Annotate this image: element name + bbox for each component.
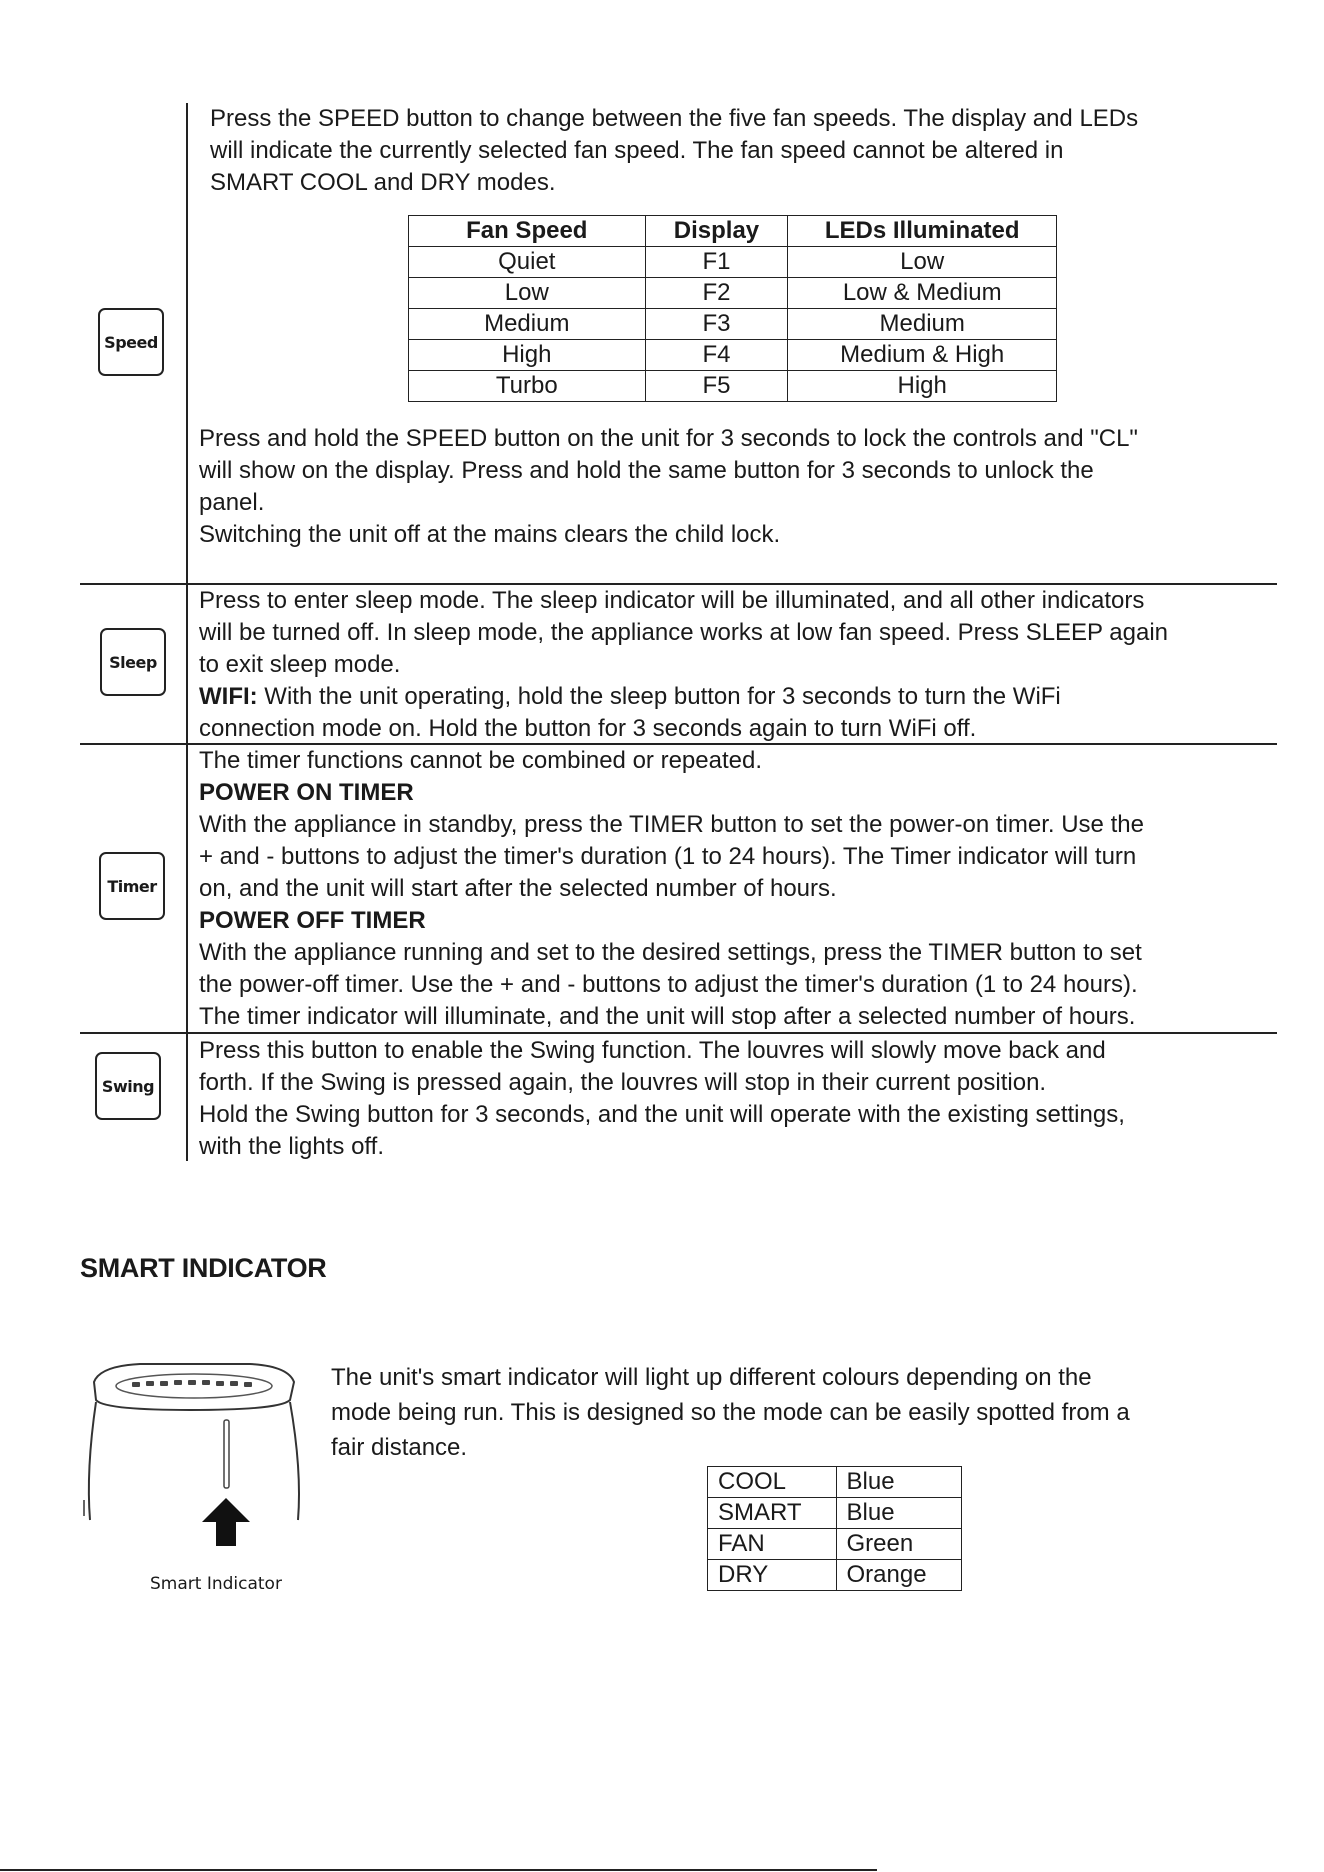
fan-speed-table [408, 215, 1057, 402]
section-heading: SMART INDICATOR [80, 1253, 327, 1283]
cell-display: F4 [645, 340, 788, 371]
dehumidifier-illustration [80, 1360, 305, 1550]
swing-text: Press this button to enable the Swing function. The louvres will slowly move back and forth. If the Swing is pressed again, the louvres will stop in their current position. Hold the Swing button for 3 seconds, and the unit will operate with the existing settings, with the lights off. [199, 1037, 1125, 1160]
table-row [409, 340, 1057, 371]
cell-display: F3 [645, 309, 788, 340]
cell-mode: FAN [708, 1529, 837, 1560]
cell-colour: Blue [836, 1467, 962, 1498]
swing-button-icon: Swing [95, 1052, 161, 1120]
table-row [409, 278, 1057, 309]
speed-lock-text: Press and hold the SPEED button on the unit for 3 seconds to lock the controls and "CL" will show on the display. Press and hold the same button for 3 seconds to unlock the panel. Switching the unit off at the mains clears the child lock. [199, 425, 1138, 548]
table-row [708, 1529, 962, 1560]
cell-leds: High [788, 371, 1057, 402]
cell-colour: Green [836, 1529, 962, 1560]
table-row [409, 247, 1057, 278]
smart-indicator-caption: Smart Indicator [150, 1574, 282, 1594]
speed-button-icon: Speed [98, 308, 164, 376]
timer-button-icon: Timer [99, 852, 165, 920]
header-leds: LEDs Illuminated [788, 216, 1057, 247]
table-row [708, 1560, 962, 1591]
cell-speed: Medium [409, 309, 646, 340]
cell-speed: Turbo [409, 371, 646, 402]
table-header-row [409, 216, 1057, 247]
table-row [409, 371, 1057, 402]
cell-colour: Orange [836, 1560, 962, 1591]
footer-rule [0, 1869, 877, 1871]
cell-leds: Low [788, 247, 1057, 278]
smart-indicator-text: The unit's smart indicator will light up different colours depending on the mode being run. This is designed so the mode can be easily spotted from a fair distance. [331, 1364, 1130, 1461]
cell-display: F5 [645, 371, 788, 402]
sleep-button-icon: Sleep [100, 628, 166, 696]
table-row [708, 1498, 962, 1529]
table-row [409, 309, 1057, 340]
table-row [708, 1467, 962, 1498]
cell-display: F2 [645, 278, 788, 309]
cell-mode: COOL [708, 1467, 837, 1498]
header-fan-speed: Fan Speed [409, 216, 646, 247]
cell-speed: Low [409, 278, 646, 309]
wifi-label: WIFI: [199, 683, 258, 710]
cell-leds: Medium [788, 309, 1057, 340]
cell-mode: SMART [708, 1498, 837, 1529]
cell-display: F1 [645, 247, 788, 278]
cell-leds: Medium & High [788, 340, 1057, 371]
power-off-timer-heading: POWER OFF TIMER [199, 907, 426, 934]
sleep-text: Press to enter sleep mode. The sleep indicator will be illuminated, and all other indicators will be turned off. In sleep mode, the appliance works at low fan speed. Press SLEEP again to exit sleep mode. WIFI: With the unit operating, hold the sleep button for 3 seconds to turn the WiFi connection mode on. Hold the button for 3 seconds again to turn WiFi off. [199, 587, 1169, 742]
cell-mode: DRY [708, 1560, 837, 1591]
cell-leds: Low & Medium [788, 278, 1057, 309]
cell-speed: Quiet [409, 247, 646, 278]
timer-text: The timer functions cannot be combined or repeated. POWER ON TIMER With the appliance in standby, press the TIMER button to set the power-on timer. Use the + and - buttons to adjust the timer's duration (1 to 24 hours). The Timer indicator will turn on, and the unit will start after the selected number of hours. POWER OFF TIMER With the appliance running and set to the desired settings, press the TIMER button to set the power-off timer. Use the + and - buttons to adjust the timer's duration (1 to 24 hours). The timer indicator will illuminate, and the unit will stop after a selected number of hours. [199, 747, 1144, 1030]
speed-intro: Press the SPEED button to change between the five fan speeds. The display and LEDs will indicate the currently selected fan speed. The fan speed cannot be altered in SMART COOL and DRY modes. [210, 105, 1139, 196]
cell-speed: High [409, 340, 646, 371]
smart-indicator-colour-table [707, 1466, 962, 1591]
power-on-timer-heading: POWER ON TIMER [199, 779, 414, 806]
vertical-divider [186, 103, 188, 1161]
header-display: Display [645, 216, 788, 247]
cell-colour: Blue [836, 1498, 962, 1529]
